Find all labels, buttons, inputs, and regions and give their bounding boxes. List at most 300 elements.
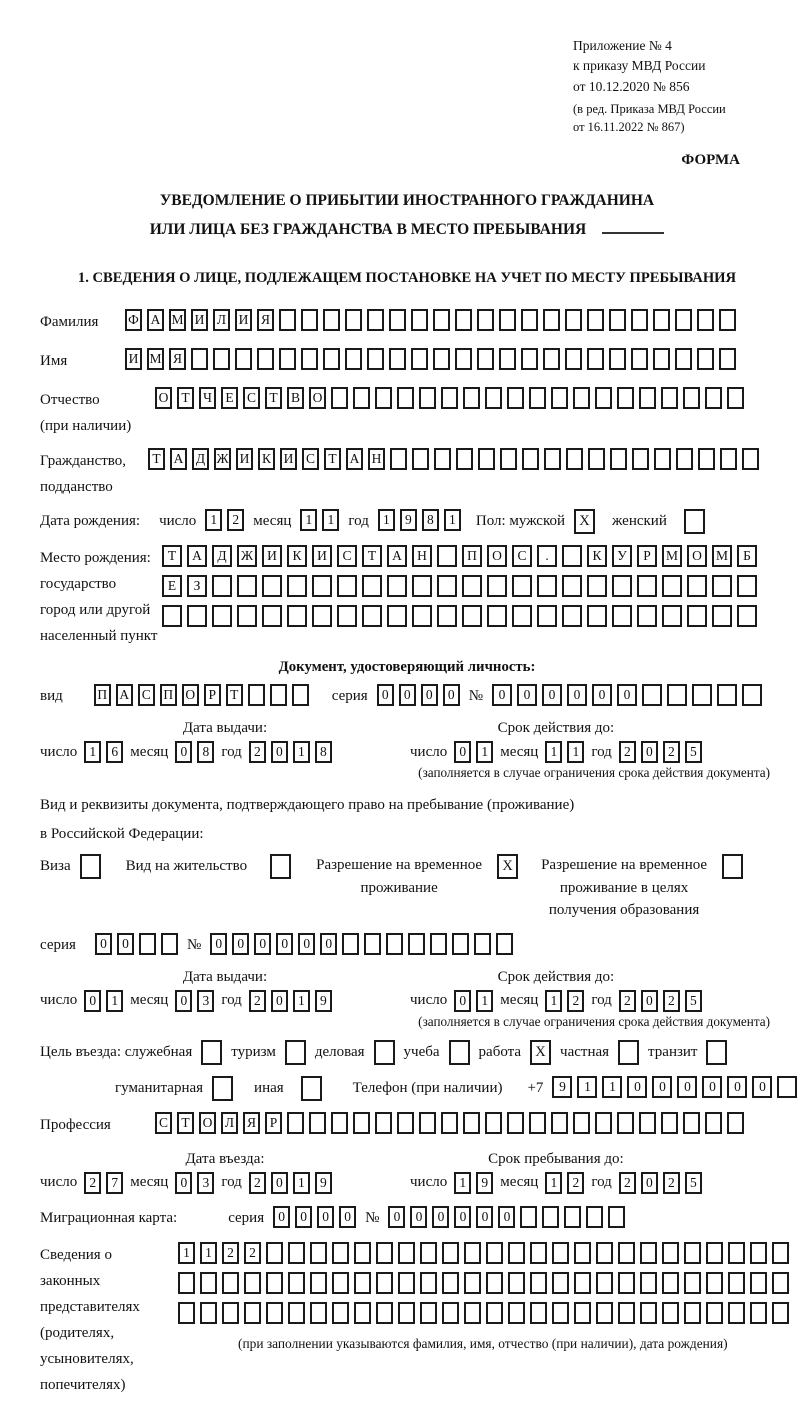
char-box[interactable] [595, 1112, 612, 1134]
char-box[interactable] [437, 605, 457, 627]
char-box[interactable] [574, 1242, 591, 1264]
education-residence-checkbox[interactable] [722, 854, 743, 879]
char-box[interactable] [187, 605, 207, 627]
char-box[interactable] [287, 1112, 304, 1134]
char-box[interactable] [661, 387, 678, 409]
char-box[interactable] [662, 575, 682, 597]
purpose-work-checkbox[interactable]: X [530, 1040, 551, 1065]
char-box[interactable] [662, 605, 682, 627]
char-box[interactable] [312, 575, 332, 597]
char-box[interactable]: 0 [641, 990, 658, 1012]
residence-permit-checkbox[interactable] [270, 854, 291, 879]
char-box[interactable] [639, 387, 656, 409]
char-box[interactable]: 0 [399, 684, 416, 706]
char-box[interactable] [684, 1272, 701, 1294]
char-box[interactable]: М [169, 309, 186, 331]
char-box[interactable]: О [155, 387, 172, 409]
char-box[interactable] [342, 933, 359, 955]
char-box[interactable] [367, 309, 384, 331]
char-box[interactable]: 0 [592, 684, 612, 706]
char-box[interactable] [362, 575, 382, 597]
char-box[interactable] [332, 1302, 349, 1324]
char-box[interactable] [345, 348, 362, 370]
char-box[interactable] [631, 309, 648, 331]
char-box[interactable] [331, 387, 348, 409]
char-box[interactable] [522, 448, 539, 470]
char-box[interactable] [354, 1272, 371, 1294]
char-box[interactable] [161, 933, 178, 955]
char-box[interactable]: 0 [273, 1206, 290, 1228]
char-box[interactable] [478, 448, 495, 470]
char-box[interactable] [508, 1242, 525, 1264]
char-box[interactable]: Н [368, 448, 385, 470]
char-box[interactable]: В [287, 387, 304, 409]
char-box[interactable] [618, 1242, 635, 1264]
char-box[interactable] [537, 605, 557, 627]
char-box[interactable]: К [287, 545, 307, 567]
char-box[interactable] [420, 1302, 437, 1324]
char-box[interactable]: П [160, 684, 177, 706]
char-box[interactable] [364, 933, 381, 955]
char-box[interactable]: 0 [421, 684, 438, 706]
char-box[interactable] [437, 575, 457, 597]
char-box[interactable] [551, 387, 568, 409]
char-box[interactable]: 0 [339, 1206, 356, 1228]
char-box[interactable]: С [512, 545, 532, 567]
char-box[interactable] [477, 348, 494, 370]
char-box[interactable]: 0 [752, 1076, 772, 1098]
char-box[interactable] [587, 348, 604, 370]
char-box[interactable] [390, 448, 407, 470]
char-box[interactable] [266, 1302, 283, 1324]
char-box[interactable]: О [687, 545, 707, 567]
char-box[interactable] [637, 605, 657, 627]
char-box[interactable] [595, 387, 612, 409]
char-box[interactable] [412, 605, 432, 627]
char-box[interactable]: Р [265, 1112, 282, 1134]
char-box[interactable]: 0 [377, 684, 394, 706]
char-box[interactable] [596, 1242, 613, 1264]
char-box[interactable] [310, 1242, 327, 1264]
char-box[interactable]: Л [213, 309, 230, 331]
char-box[interactable]: И [236, 448, 253, 470]
char-box[interactable]: 0 [388, 1206, 405, 1228]
char-box[interactable]: Т [162, 545, 182, 567]
char-box[interactable] [288, 1272, 305, 1294]
char-box[interactable] [544, 448, 561, 470]
char-box[interactable]: Т [177, 387, 194, 409]
sex-female-checkbox[interactable] [684, 509, 705, 534]
char-box[interactable] [512, 575, 532, 597]
char-box[interactable]: 0 [232, 933, 249, 955]
char-box[interactable] [618, 1272, 635, 1294]
char-box[interactable]: М [147, 348, 164, 370]
char-box[interactable]: 0 [652, 1076, 672, 1098]
char-box[interactable]: 0 [641, 1172, 658, 1194]
char-box[interactable] [375, 387, 392, 409]
char-box[interactable]: 0 [210, 933, 227, 955]
char-box[interactable] [608, 1206, 625, 1228]
char-box[interactable] [452, 933, 469, 955]
char-box[interactable] [574, 1302, 591, 1324]
char-box[interactable]: 0 [84, 990, 101, 1012]
char-box[interactable] [612, 605, 632, 627]
char-box[interactable]: О [487, 545, 507, 567]
char-box[interactable] [323, 348, 340, 370]
char-box[interactable] [662, 1242, 679, 1264]
temporary-residence-checkbox[interactable]: X [497, 854, 518, 879]
char-box[interactable] [565, 309, 582, 331]
char-box[interactable] [618, 1302, 635, 1324]
char-box[interactable]: 9 [400, 509, 417, 531]
char-box[interactable] [728, 1272, 745, 1294]
char-box[interactable] [397, 387, 414, 409]
char-box[interactable] [537, 575, 557, 597]
char-box[interactable] [178, 1272, 195, 1294]
char-box[interactable]: 0 [454, 741, 471, 763]
char-box[interactable] [642, 684, 662, 706]
char-box[interactable] [353, 1112, 370, 1134]
char-box[interactable] [200, 1302, 217, 1324]
char-box[interactable] [637, 575, 657, 597]
char-box[interactable]: 2 [249, 990, 266, 1012]
char-box[interactable] [612, 575, 632, 597]
purpose-tourism-checkbox[interactable] [285, 1040, 306, 1065]
char-box[interactable]: 2 [567, 990, 584, 1012]
char-box[interactable] [463, 387, 480, 409]
char-box[interactable]: 1 [293, 1172, 310, 1194]
char-box[interactable]: 7 [106, 1172, 123, 1194]
char-box[interactable] [237, 605, 257, 627]
char-box[interactable]: 2 [663, 990, 680, 1012]
char-box[interactable]: Ж [237, 545, 257, 567]
char-box[interactable] [212, 575, 232, 597]
char-box[interactable] [178, 1302, 195, 1324]
char-box[interactable]: 8 [315, 741, 332, 763]
char-box[interactable] [640, 1272, 657, 1294]
char-box[interactable] [323, 309, 340, 331]
char-box[interactable]: Т [177, 1112, 194, 1134]
char-box[interactable] [419, 1112, 436, 1134]
char-box[interactable]: П [94, 684, 111, 706]
char-box[interactable]: 2 [663, 741, 680, 763]
char-box[interactable] [542, 1206, 559, 1228]
char-box[interactable] [411, 309, 428, 331]
char-box[interactable] [728, 1302, 745, 1324]
char-box[interactable] [387, 605, 407, 627]
char-box[interactable]: 1 [545, 1172, 562, 1194]
char-box[interactable]: 1 [293, 741, 310, 763]
char-box[interactable] [661, 1112, 678, 1134]
char-box[interactable]: И [312, 545, 332, 567]
char-box[interactable]: Е [221, 387, 238, 409]
char-box[interactable] [486, 1242, 503, 1264]
char-box[interactable] [562, 545, 582, 567]
char-box[interactable] [279, 348, 296, 370]
char-box[interactable]: 5 [685, 990, 702, 1012]
char-box[interactable]: 0 [295, 1206, 312, 1228]
char-box[interactable]: М [712, 545, 732, 567]
char-box[interactable]: А [170, 448, 187, 470]
char-box[interactable] [587, 575, 607, 597]
char-box[interactable]: 0 [432, 1206, 449, 1228]
char-box[interactable] [162, 605, 182, 627]
char-box[interactable] [507, 1112, 524, 1134]
char-box[interactable]: 0 [727, 1076, 747, 1098]
char-box[interactable]: 0 [298, 933, 315, 955]
char-box[interactable]: 2 [619, 990, 636, 1012]
char-box[interactable] [697, 309, 714, 331]
char-box[interactable] [266, 1242, 283, 1264]
char-box[interactable] [631, 348, 648, 370]
char-box[interactable]: 0 [492, 684, 512, 706]
char-box[interactable]: 0 [476, 1206, 493, 1228]
char-box[interactable] [728, 1242, 745, 1264]
char-box[interactable]: И [280, 448, 297, 470]
char-box[interactable] [309, 1112, 326, 1134]
char-box[interactable]: 0 [117, 933, 134, 955]
char-box[interactable] [573, 1112, 590, 1134]
char-box[interactable] [653, 348, 670, 370]
char-box[interactable] [462, 605, 482, 627]
char-box[interactable] [662, 1272, 679, 1294]
char-box[interactable]: З [187, 575, 207, 597]
char-box[interactable]: 0 [542, 684, 562, 706]
char-box[interactable] [712, 575, 732, 597]
char-box[interactable] [213, 348, 230, 370]
purpose-study-checkbox[interactable] [449, 1040, 470, 1065]
char-box[interactable]: С [155, 1112, 172, 1134]
char-box[interactable]: 0 [271, 1172, 288, 1194]
char-box[interactable] [717, 684, 737, 706]
char-box[interactable]: 0 [454, 990, 471, 1012]
char-box[interactable]: 1 [84, 741, 101, 763]
char-box[interactable] [354, 1242, 371, 1264]
char-box[interactable] [301, 348, 318, 370]
char-box[interactable]: Т [226, 684, 243, 706]
char-box[interactable] [331, 1112, 348, 1134]
char-box[interactable]: Т [148, 448, 165, 470]
char-box[interactable] [262, 575, 282, 597]
char-box[interactable]: 9 [315, 990, 332, 1012]
visa-checkbox[interactable] [80, 854, 101, 879]
char-box[interactable] [442, 1302, 459, 1324]
char-box[interactable] [389, 348, 406, 370]
char-box[interactable]: 1 [378, 509, 395, 531]
char-box[interactable] [588, 448, 605, 470]
char-box[interactable] [675, 348, 692, 370]
char-box[interactable]: 0 [320, 933, 337, 955]
char-box[interactable]: А [346, 448, 363, 470]
char-box[interactable]: 0 [498, 1206, 515, 1228]
char-box[interactable] [279, 309, 296, 331]
char-box[interactable] [706, 1302, 723, 1324]
char-box[interactable] [200, 1272, 217, 1294]
char-box[interactable] [244, 1272, 261, 1294]
char-box[interactable] [587, 605, 607, 627]
char-box[interactable]: Н [412, 545, 432, 567]
char-box[interactable] [750, 1242, 767, 1264]
char-box[interactable] [288, 1302, 305, 1324]
char-box[interactable]: Е [162, 575, 182, 597]
char-box[interactable] [235, 348, 252, 370]
char-box[interactable] [551, 1112, 568, 1134]
char-box[interactable]: Д [192, 448, 209, 470]
char-box[interactable]: 1 [577, 1076, 597, 1098]
char-box[interactable] [683, 387, 700, 409]
char-box[interactable] [354, 1302, 371, 1324]
char-box[interactable] [676, 448, 693, 470]
char-box[interactable]: М [662, 545, 682, 567]
char-box[interactable] [609, 348, 626, 370]
char-box[interactable] [772, 1302, 789, 1324]
char-box[interactable] [654, 448, 671, 470]
char-box[interactable]: 9 [476, 1172, 493, 1194]
char-box[interactable] [574, 1272, 591, 1294]
char-box[interactable]: У [612, 545, 632, 567]
char-box[interactable] [508, 1302, 525, 1324]
char-box[interactable]: 2 [567, 1172, 584, 1194]
char-box[interactable] [433, 348, 450, 370]
char-box[interactable] [408, 933, 425, 955]
char-box[interactable]: 2 [227, 509, 244, 531]
char-box[interactable] [687, 605, 707, 627]
char-box[interactable]: 0 [641, 741, 658, 763]
char-box[interactable] [441, 1112, 458, 1134]
char-box[interactable]: 1 [476, 990, 493, 1012]
char-box[interactable] [139, 933, 156, 955]
char-box[interactable]: 0 [271, 741, 288, 763]
char-box[interactable] [412, 575, 432, 597]
char-box[interactable]: 2 [619, 1172, 636, 1194]
char-box[interactable] [683, 1112, 700, 1134]
char-box[interactable] [530, 1302, 547, 1324]
char-box[interactable]: 1 [178, 1242, 195, 1264]
char-box[interactable] [719, 309, 736, 331]
char-box[interactable] [442, 1242, 459, 1264]
char-box[interactable] [419, 387, 436, 409]
char-box[interactable]: 2 [222, 1242, 239, 1264]
char-box[interactable] [566, 448, 583, 470]
char-box[interactable] [287, 575, 307, 597]
char-box[interactable] [552, 1302, 569, 1324]
char-box[interactable] [222, 1302, 239, 1324]
char-box[interactable] [499, 348, 516, 370]
char-box[interactable]: 1 [444, 509, 461, 531]
char-box[interactable]: 1 [300, 509, 317, 531]
char-box[interactable] [496, 933, 513, 955]
char-box[interactable]: О [182, 684, 199, 706]
char-box[interactable] [750, 1272, 767, 1294]
char-box[interactable] [464, 1272, 481, 1294]
char-box[interactable]: 1 [106, 990, 123, 1012]
char-box[interactable] [337, 575, 357, 597]
char-box[interactable]: 5 [685, 741, 702, 763]
char-box[interactable] [487, 575, 507, 597]
char-box[interactable] [675, 309, 692, 331]
char-box[interactable]: 1 [293, 990, 310, 1012]
char-box[interactable] [529, 1112, 546, 1134]
char-box[interactable]: Ч [199, 387, 216, 409]
char-box[interactable] [500, 448, 517, 470]
char-box[interactable] [362, 605, 382, 627]
char-box[interactable] [530, 1242, 547, 1264]
char-box[interactable] [530, 1272, 547, 1294]
char-box[interactable] [332, 1272, 349, 1294]
char-box[interactable] [353, 387, 370, 409]
char-box[interactable]: 0 [567, 684, 587, 706]
char-box[interactable] [212, 605, 232, 627]
char-box[interactable] [387, 575, 407, 597]
char-box[interactable] [521, 309, 538, 331]
char-box[interactable] [529, 387, 546, 409]
char-box[interactable]: 0 [95, 933, 112, 955]
sex-male-checkbox[interactable]: X [574, 509, 595, 534]
char-box[interactable] [462, 575, 482, 597]
char-box[interactable] [301, 309, 318, 331]
char-box[interactable]: Я [257, 309, 274, 331]
char-box[interactable] [617, 1112, 634, 1134]
char-box[interactable] [508, 1272, 525, 1294]
char-box[interactable] [455, 309, 472, 331]
char-box[interactable]: 1 [322, 509, 339, 531]
char-box[interactable]: А [147, 309, 164, 331]
char-box[interactable] [287, 605, 307, 627]
char-box[interactable] [474, 933, 491, 955]
char-box[interactable] [486, 1302, 503, 1324]
char-box[interactable] [376, 1302, 393, 1324]
char-box[interactable]: 8 [422, 509, 439, 531]
char-box[interactable]: Я [243, 1112, 260, 1134]
char-box[interactable] [512, 605, 532, 627]
char-box[interactable] [573, 387, 590, 409]
char-box[interactable] [262, 605, 282, 627]
char-box[interactable] [191, 348, 208, 370]
char-box[interactable] [596, 1302, 613, 1324]
purpose-private-checkbox[interactable] [618, 1040, 639, 1065]
char-box[interactable] [310, 1272, 327, 1294]
char-box[interactable]: А [187, 545, 207, 567]
char-box[interactable] [667, 684, 687, 706]
char-box[interactable]: Ф [125, 309, 142, 331]
char-box[interactable] [684, 1242, 701, 1264]
char-box[interactable] [433, 309, 450, 331]
char-box[interactable]: О [309, 387, 326, 409]
char-box[interactable] [270, 684, 287, 706]
char-box[interactable]: О [199, 1112, 216, 1134]
purpose-business-checkbox[interactable] [374, 1040, 395, 1065]
char-box[interactable] [266, 1272, 283, 1294]
char-box[interactable]: 0 [677, 1076, 697, 1098]
char-box[interactable]: 0 [317, 1206, 334, 1228]
char-box[interactable]: 9 [552, 1076, 572, 1098]
char-box[interactable]: Л [221, 1112, 238, 1134]
char-box[interactable] [442, 1272, 459, 1294]
char-box[interactable] [596, 1272, 613, 1294]
char-box[interactable]: 1 [205, 509, 222, 531]
char-box[interactable]: Р [637, 545, 657, 567]
char-box[interactable]: . [537, 545, 557, 567]
char-box[interactable] [610, 448, 627, 470]
char-box[interactable] [520, 1206, 537, 1228]
char-box[interactable] [398, 1242, 415, 1264]
char-box[interactable] [376, 1272, 393, 1294]
char-box[interactable] [292, 684, 309, 706]
char-box[interactable] [389, 309, 406, 331]
char-box[interactable] [477, 309, 494, 331]
char-box[interactable] [684, 1302, 701, 1324]
char-box[interactable]: П [462, 545, 482, 567]
